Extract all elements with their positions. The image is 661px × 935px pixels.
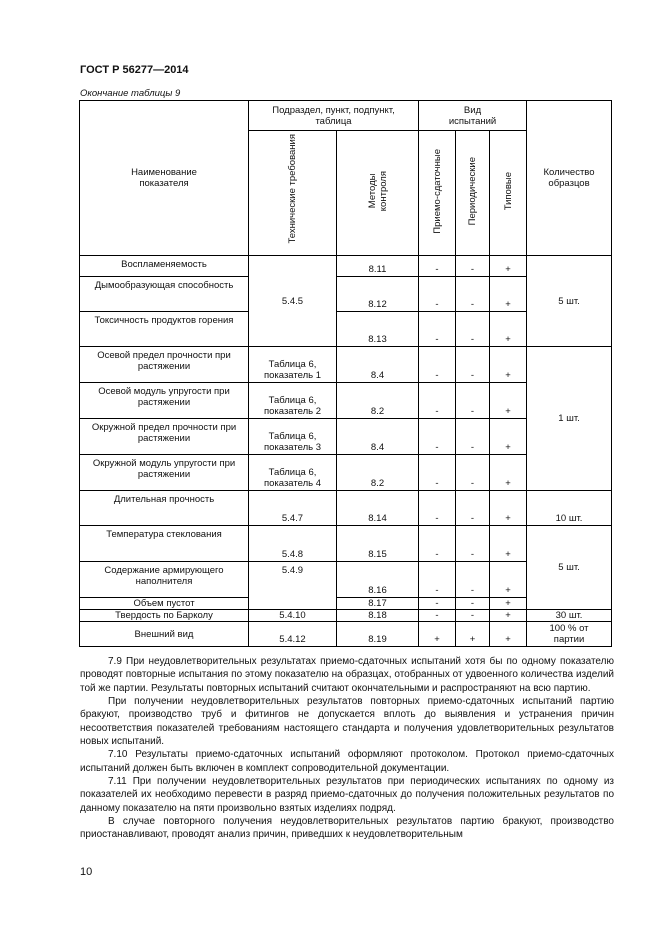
tech-requirement: 5.4.12 xyxy=(249,622,337,647)
header-acceptance xyxy=(419,131,456,256)
tech-requirement: Таблица 6, показатель 2 xyxy=(249,383,337,419)
table-row xyxy=(80,622,612,647)
tech-requirement: Таблица 6, показатель 3 xyxy=(249,419,337,455)
periodic-mark: - xyxy=(456,383,490,419)
test-method: 8.2 xyxy=(337,383,419,419)
acceptance-mark: + xyxy=(419,622,456,647)
test-method: 8.16 xyxy=(337,562,419,598)
table-row xyxy=(80,256,612,277)
test-method: 8.11 xyxy=(337,256,419,277)
header-tech-requirements xyxy=(249,131,337,256)
test-method: 8.13 xyxy=(337,312,419,347)
header-section-group: Подраздел, пункт, подпункт, таблица xyxy=(249,101,419,131)
acceptance-mark: - xyxy=(419,347,456,383)
test-method: 8.2 xyxy=(337,455,419,491)
paragraph: В случае повторного получения неудовлетворительных результатов партию бракуют, производство приостанавливают, проводят анализ причин, приведших к неудовлетворительным xyxy=(80,816,614,841)
tech-requirement: 5.4.9 xyxy=(249,562,337,610)
type-test-mark: + xyxy=(490,622,527,647)
test-method: 8.4 xyxy=(337,347,419,383)
samples-count: 100 % от партии xyxy=(527,622,612,647)
samples-count: 10 шт. xyxy=(527,491,612,526)
indicator-name: Воспламеняемость xyxy=(80,256,249,277)
type-test-mark: + xyxy=(490,312,527,347)
test-method: 8.14 xyxy=(337,491,419,526)
indicator-name: Токсичность продуктов горения xyxy=(80,312,249,347)
test-method: 8.15 xyxy=(337,526,419,562)
acceptance-mark: - xyxy=(419,562,456,598)
periodic-mark: - xyxy=(456,455,490,491)
test-method: 8.18 xyxy=(337,610,419,622)
acceptance-mark: - xyxy=(419,610,456,622)
table-row xyxy=(80,526,612,562)
type-test-mark: + xyxy=(490,598,527,610)
type-test-mark: + xyxy=(490,562,527,598)
periodic-mark: - xyxy=(456,491,490,526)
periodic-mark: - xyxy=(456,256,490,277)
header-type-tests xyxy=(490,131,527,256)
samples-count: 1 шт. xyxy=(527,347,612,491)
test-method: 8.4 xyxy=(337,419,419,455)
header-methods-text: Методы контроля xyxy=(366,171,389,212)
indicator-name: Осевой модуль упругости при растяжении xyxy=(80,383,249,419)
indicator-name: Длительная прочность xyxy=(80,491,249,526)
type-test-mark: + xyxy=(490,383,527,419)
periodic-mark: - xyxy=(456,312,490,347)
header-samples: Количество образцов xyxy=(527,101,612,256)
table-row xyxy=(80,347,612,383)
type-test-mark: + xyxy=(490,277,527,312)
indicator-name: Внешний вид xyxy=(80,622,249,647)
header-periodic-text: Периодические xyxy=(467,157,479,226)
tech-requirement: 5.4.8 xyxy=(249,526,337,562)
indicator-name: Содержание армирующего наполнителя xyxy=(80,562,249,598)
type-test-mark: + xyxy=(490,526,527,562)
indicator-name: Осевой предел прочности при растяжении xyxy=(80,347,249,383)
header-name: Наименование показателя xyxy=(80,101,249,256)
periodic-mark: - xyxy=(456,526,490,562)
acceptance-mark: - xyxy=(419,526,456,562)
table-caption: Окончание таблицы 9 xyxy=(80,88,181,99)
test-method: 8.12 xyxy=(337,277,419,312)
test-method: 8.17 xyxy=(337,598,419,610)
body-text xyxy=(80,655,614,842)
tech-requirement: 5.4.7 xyxy=(249,491,337,526)
acceptance-mark: - xyxy=(419,491,456,526)
header-tech-requirements-text: Технические требования xyxy=(287,134,298,244)
table-row xyxy=(80,491,612,526)
indicator-name: Температура стеклования xyxy=(80,526,249,562)
paragraph: 7.9 При неудовлетворительных результатах приемо-сдаточных испытаний хотя бы по одному показателю проводят повторные испытания по этому показателю на образцах, отобранных от удвоенного количества изделий той же партии. Результаты повторных испытаний считают окончательными и распространяют на всю партию. xyxy=(80,656,614,694)
acceptance-mark: - xyxy=(419,598,456,610)
tech-requirement: 5.4.5 xyxy=(249,256,337,347)
header-test-group: Вид испытаний xyxy=(419,101,527,131)
page-number: 10 xyxy=(80,866,93,878)
indicator-name: Дымообразующая способность xyxy=(80,277,249,312)
type-test-mark: + xyxy=(490,419,527,455)
acceptance-mark: - xyxy=(419,455,456,491)
periodic-mark: - xyxy=(456,562,490,598)
test-method: 8.19 xyxy=(337,622,419,647)
type-test-mark: + xyxy=(490,455,527,491)
test-table xyxy=(79,100,612,647)
header-methods xyxy=(337,131,419,256)
acceptance-mark: - xyxy=(419,419,456,455)
header-type-tests-text: Типовые xyxy=(502,172,514,211)
acceptance-mark: - xyxy=(419,312,456,347)
samples-count: 5 шт. xyxy=(527,526,612,610)
periodic-mark: - xyxy=(456,277,490,312)
type-test-mark: + xyxy=(490,491,527,526)
samples-count: 30 шт. xyxy=(527,610,612,622)
indicator-name: Окружной предел прочности при растяжении xyxy=(80,419,249,455)
type-test-mark: + xyxy=(490,347,527,383)
indicator-name: Объем пустот xyxy=(80,598,249,610)
header-acceptance-text: Приемо-сдаточные xyxy=(431,149,443,234)
periodic-mark: - xyxy=(456,610,490,622)
tech-requirement: Таблица 6, показатель 4 xyxy=(249,455,337,491)
document-code: ГОСТ Р 56277—2014 xyxy=(80,64,189,76)
type-test-mark: + xyxy=(490,256,527,277)
paragraph: При получении неудовлетворительных результатов повторных приемо-сдаточных испытаний партию бракуют, производство труб и фитингов не допускается вплоть до выявления и устранения причин несоответствия показателей требованиям настоящего стандарта и получения удовлетворительных результатов новых испытаний. xyxy=(80,696,614,748)
table-row xyxy=(80,610,612,622)
periodic-mark: - xyxy=(456,347,490,383)
acceptance-mark: - xyxy=(419,383,456,419)
indicator-name: Окружной модуль упругости при растяжении xyxy=(80,455,249,491)
tech-requirement: Таблица 6, показатель 1 xyxy=(249,347,337,383)
paragraph: 7.11 При получении неудовлетворительных результатов при периодических испытаниях по одному из показателей их необходимо перевести в разряд приемо-сдаточных до получения положительных результатов по данному показателю на пяти произвольно взятых изделиях подряд. xyxy=(80,776,614,814)
periodic-mark: - xyxy=(456,598,490,610)
samples-count: 5 шт. xyxy=(527,256,612,347)
acceptance-mark: - xyxy=(419,256,456,277)
header-periodic xyxy=(456,131,490,256)
periodic-mark: + xyxy=(456,622,490,647)
type-test-mark: + xyxy=(490,610,527,622)
tech-requirement: 5.4.10 xyxy=(249,610,337,622)
acceptance-mark: - xyxy=(419,277,456,312)
indicator-name: Твердость по Барколу xyxy=(80,610,249,622)
paragraph: 7.10 Результаты приемо-сдаточных испытаний оформляют протоколом. Протокол приемо-сдаточных испытаний должен быть включен в комплект сопроводительной документации. xyxy=(80,749,614,774)
periodic-mark: - xyxy=(456,419,490,455)
